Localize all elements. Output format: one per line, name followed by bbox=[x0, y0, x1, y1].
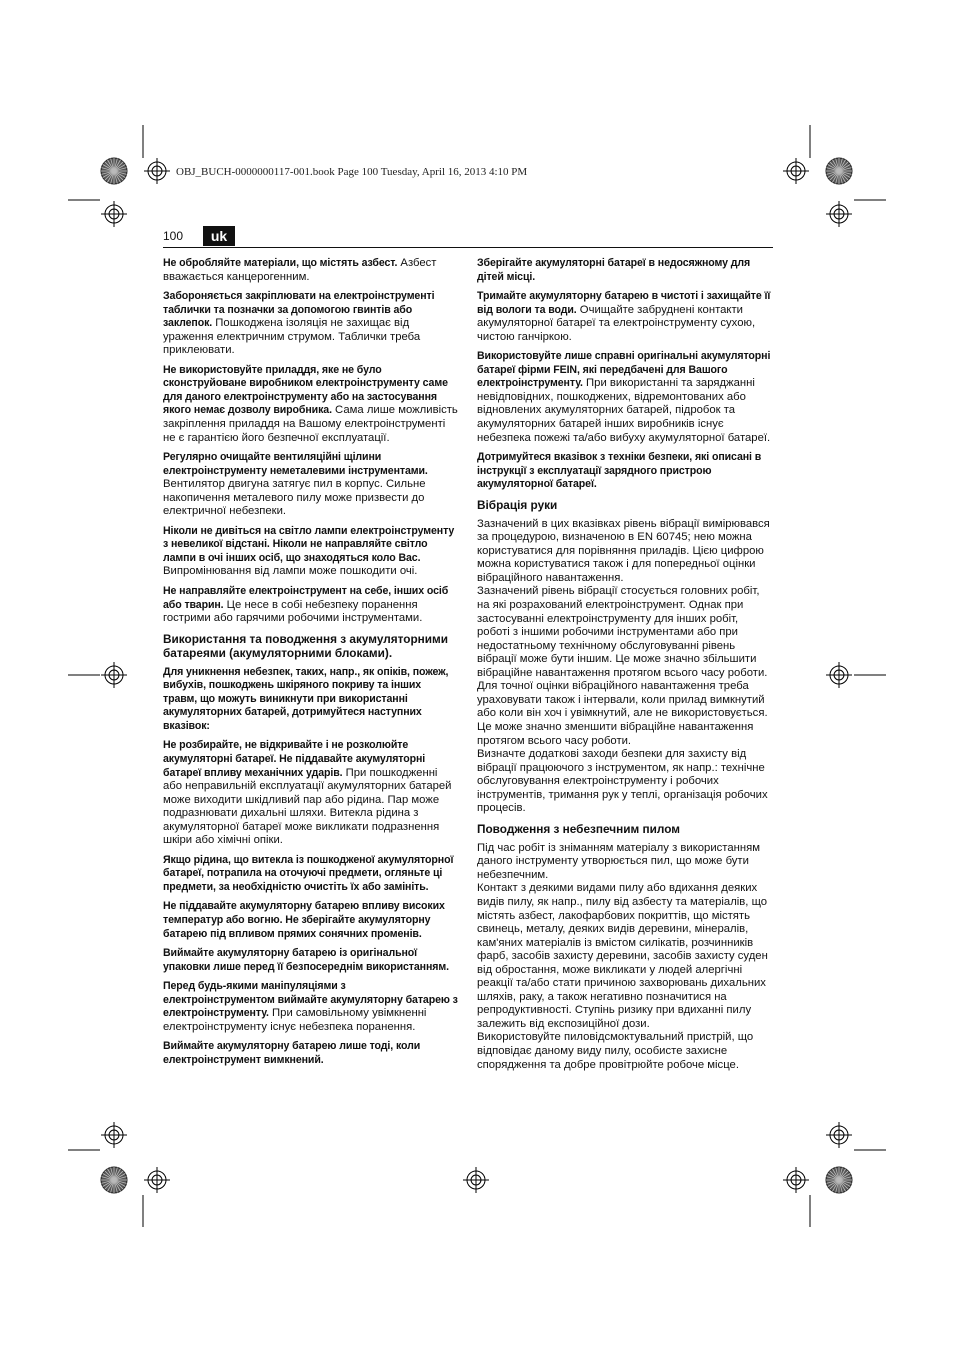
paragraph bbox=[163, 585, 458, 626]
paragraph bbox=[477, 1031, 772, 1072]
paragraph bbox=[477, 290, 772, 344]
paragraph-lead: Виймайте акумуляторну батарею із оригінальної упаковки лише перед її безпосереднім використанням. bbox=[163, 947, 449, 973]
header-rule bbox=[163, 247, 773, 248]
section-heading: Використання та поводження з акумуляторними батареями (акумуляторними блоками). bbox=[163, 631, 449, 660]
paragraph-lead: Використовуйте лише справні оригінальні акумуляторні батареї фірми FEIN, які передбачені для Вашого електроінструменту. bbox=[477, 350, 771, 390]
paragraph-lead: Забороняється закріплювати на електроінструменті таблички та позначки за допомогою гвинтів або заклепок. bbox=[163, 290, 435, 330]
paragraph-lead: Не піддавайте акумуляторну батарею впливу високих температур або вогню. Не зберігайте акумуляторну батарею під впливом прямих сонячних променів. bbox=[163, 900, 445, 940]
paragraph bbox=[163, 900, 458, 941]
paragraph-text: Використовуйте пиловідсмоктувальний пристрій, що відповідає даному виду пилу, особисте захисне спорядження та добре провітрюйте робоче місце. bbox=[477, 1031, 754, 1071]
page-number: 100 bbox=[163, 229, 184, 243]
section-heading: Вібрація руки bbox=[477, 497, 558, 512]
paragraph bbox=[477, 680, 772, 748]
paragraph-text: Зазначений рівень вібрації стосується головних робіт, на які розрахований електроінструмент. Однак при застосуванні електроінструменту для інших робіт, роботі з іншими робочими інструментами або при недостатньому технічному обслуговуванні рівень вібрації може бути іншим. Це може значно збільшити вібраційне навантаження протягом всього часу роботи. bbox=[477, 585, 768, 679]
language-badge: uk bbox=[203, 226, 235, 246]
paragraph-text: Азбест вважається канцерогенним. bbox=[163, 257, 437, 283]
paragraph bbox=[477, 585, 772, 680]
paragraph-text: Випромінювання від лампи може пошкодити очі. bbox=[163, 565, 418, 578]
paragraph-text: Сама лише можливість закріплення приладдя на Вашому електроінструменті не є гарантією його безпечної експлуатації. bbox=[163, 404, 458, 444]
paragraph bbox=[477, 842, 772, 883]
paragraph bbox=[477, 257, 772, 284]
paragraph-text: При пошкодженні або неправильній експлуатації акумуляторних батарей може виходити шкідливий пар або рідина. Пар може подразнювати дихальні шляхи. Витекла рідина з акумуляторної батареї може викликати подразнення шкіри або хімічні опіки. bbox=[163, 766, 452, 847]
paragraph bbox=[163, 854, 458, 895]
paragraph-text: Визначте додаткові заходи безпеки для захисту від вібрації працюючого з інструментом, як напр.: технічне обслуговування електроінструменту і робочих інструментів, тримання рук у теплі, організація робочих процесів. bbox=[477, 748, 768, 815]
paragraph bbox=[477, 350, 772, 445]
paragraph bbox=[163, 257, 458, 284]
paragraph-text: Вентилятор двигуна затягує пил в корпус. Сильне накопичення металевого пилу може призвести до електричної небезпеки. bbox=[163, 478, 426, 518]
paragraph bbox=[163, 525, 458, 579]
paragraph-lead: Для уникнення небезпек, таких, напр., як опіків, пожеж, вибухів, пошкоджень шкіряного покриву та інших травм, що можуть виникнути при використанні акумуляторних батарей, дотримуйтеся наступних вказівок: bbox=[163, 665, 449, 732]
paragraph bbox=[163, 947, 458, 974]
paragraph bbox=[163, 666, 458, 734]
paragraph-lead: Дотримуйтеся вказівок з техніки безпеки, які описані в інструкції з експлуатації зарядного пристрою акумуляторної батареї. bbox=[477, 451, 762, 491]
left-column bbox=[163, 257, 458, 1073]
paragraph-text: Очищайте забруднені контакти акумуляторної батареї та електроінструменту сухою, чистою ганчіркою. bbox=[477, 303, 756, 343]
paragraph bbox=[477, 451, 772, 492]
paragraph-text: Під час робіт із зніманням матеріалу з використанням даного інструменту утворюється пил, що може бути небезпечним. bbox=[477, 841, 760, 881]
paragraph bbox=[163, 980, 458, 1034]
paragraph-lead: Не направляйте електроінструмент на себе, інших осіб або тварин. bbox=[163, 585, 449, 611]
right-column bbox=[477, 257, 772, 1078]
paragraph-text: Це несе в собі небезпеку поранення гострими або гарячими робочими інструментами. bbox=[163, 598, 423, 625]
paragraph-lead: Якщо рідина, що витекла із пошкодженої акумуляторної батареї, потрапила на оточуючі предмети, огляньте ці предмети, за необхідністю очистіть їх або замініть. bbox=[163, 853, 454, 893]
paragraph-lead: Не використовуйте приладдя, яке не було сконструйоване виробником електроінструменту саме для даного електроінструменту або на застосування якого немає дозволу виробника. bbox=[163, 363, 448, 417]
paragraph-lead: Ніколи не дивіться на світло лампи електроінструменту з невеликої відстані. Ніколи не направляйте світло лампи в очі інших осіб, що знаходяться коло Вас. bbox=[163, 524, 455, 564]
paragraph-text: Контакт з деякими видами пилу або вдихання деяких видів пилу, як напр., пилу від азбесту та матеріалів, що містять азбест, лакофарбових покриттів, що містять свинець, металу, деяких видів деревини, мінералів, кам'яних матеріалів із вмістом силікатів, розчинників фарб, засобів захисту деревини, засобів захисту суден від обростання, може викликати у людей алергічні реакції та/або стати причиною захворювань дихальних шляхів, раку, а також негативно позначитися на репродуктивності. Ступінь ризику при вдиханні пилу залежить від експозиційної дози. bbox=[477, 882, 768, 1030]
paragraph-lead: Перед будь-якими маніпуляціями з електроінструментом виймайте акумуляторну батарею з електроінструменту. bbox=[163, 980, 458, 1020]
paragraph-lead: Зберігайте акумуляторні батареї в недосяжному для дітей місці. bbox=[477, 257, 751, 283]
paragraph bbox=[163, 364, 458, 445]
paragraph-text: Зазначений в цих вказівках рівень вібрації вимірювався за процедурою, визначеною в EN 60745; нею можна користуватися для порівняння приладів. Цією цифрою можна користуватися також і для попередньої оцінки вібраційного навантаження. bbox=[477, 517, 770, 584]
book-file-info: OBJ_BUCH-0000000117-001.book Page 100 Tuesday, April 16, 2013 4:10 PM bbox=[176, 166, 528, 178]
section-heading: Поводження з небезпечним пилом bbox=[477, 821, 681, 836]
paragraph-text: Пошкоджена ізоляція не захищає від ураження електричним струмом. Таблички треба приклеювати. bbox=[163, 317, 421, 357]
paragraph-lead: Не розбирайте, не відкривайте і не розколюйте акумуляторні батареї. Не піддавайте акумуляторні батареї впливу механічних ударів. bbox=[163, 739, 426, 779]
paragraph bbox=[163, 451, 458, 519]
paragraph bbox=[163, 739, 458, 847]
paragraph-lead: Тримайте акумуляторну батарею в чистоті і захищайте її від вологи та води. bbox=[477, 290, 771, 316]
paragraph-lead: Не обробляйте матеріали, що містять азбест. bbox=[163, 257, 398, 269]
paragraph-text: Для точної оцінки вібраційного навантаження треба ураховувати також і інтервали, коли прилад вимкнутий або коли він хоч і увімкнутий, але не використовується. Це може значно зменшити вібраційне навантаження протягом всього часу роботи. bbox=[477, 680, 768, 747]
paragraph-lead: Виймайте акумуляторну батарею лише тоді, коли електроінструмент вимкнений. bbox=[163, 1040, 421, 1066]
paragraph bbox=[477, 882, 772, 1031]
paragraph-text: При самовільному увімкненні електроінструменту існує небезпека поранення. bbox=[163, 1007, 427, 1033]
paragraph bbox=[163, 290, 458, 358]
paragraph-lead: Регулярно очищайте вентиляційні щілини електроінструменту неметалевими інструментами. bbox=[163, 451, 428, 477]
paragraph bbox=[163, 1040, 458, 1067]
paragraph bbox=[477, 518, 772, 586]
paragraph-text: При використанні та заряджанні невідповідних, пошкоджених, відремонтованих або відновлених акумуляторних батарей, підробок та акумуляторних батарей інших виробників існує небезпека пожежі та/або вибуху акумуляторної батареї. bbox=[477, 377, 771, 444]
paragraph bbox=[477, 748, 772, 816]
